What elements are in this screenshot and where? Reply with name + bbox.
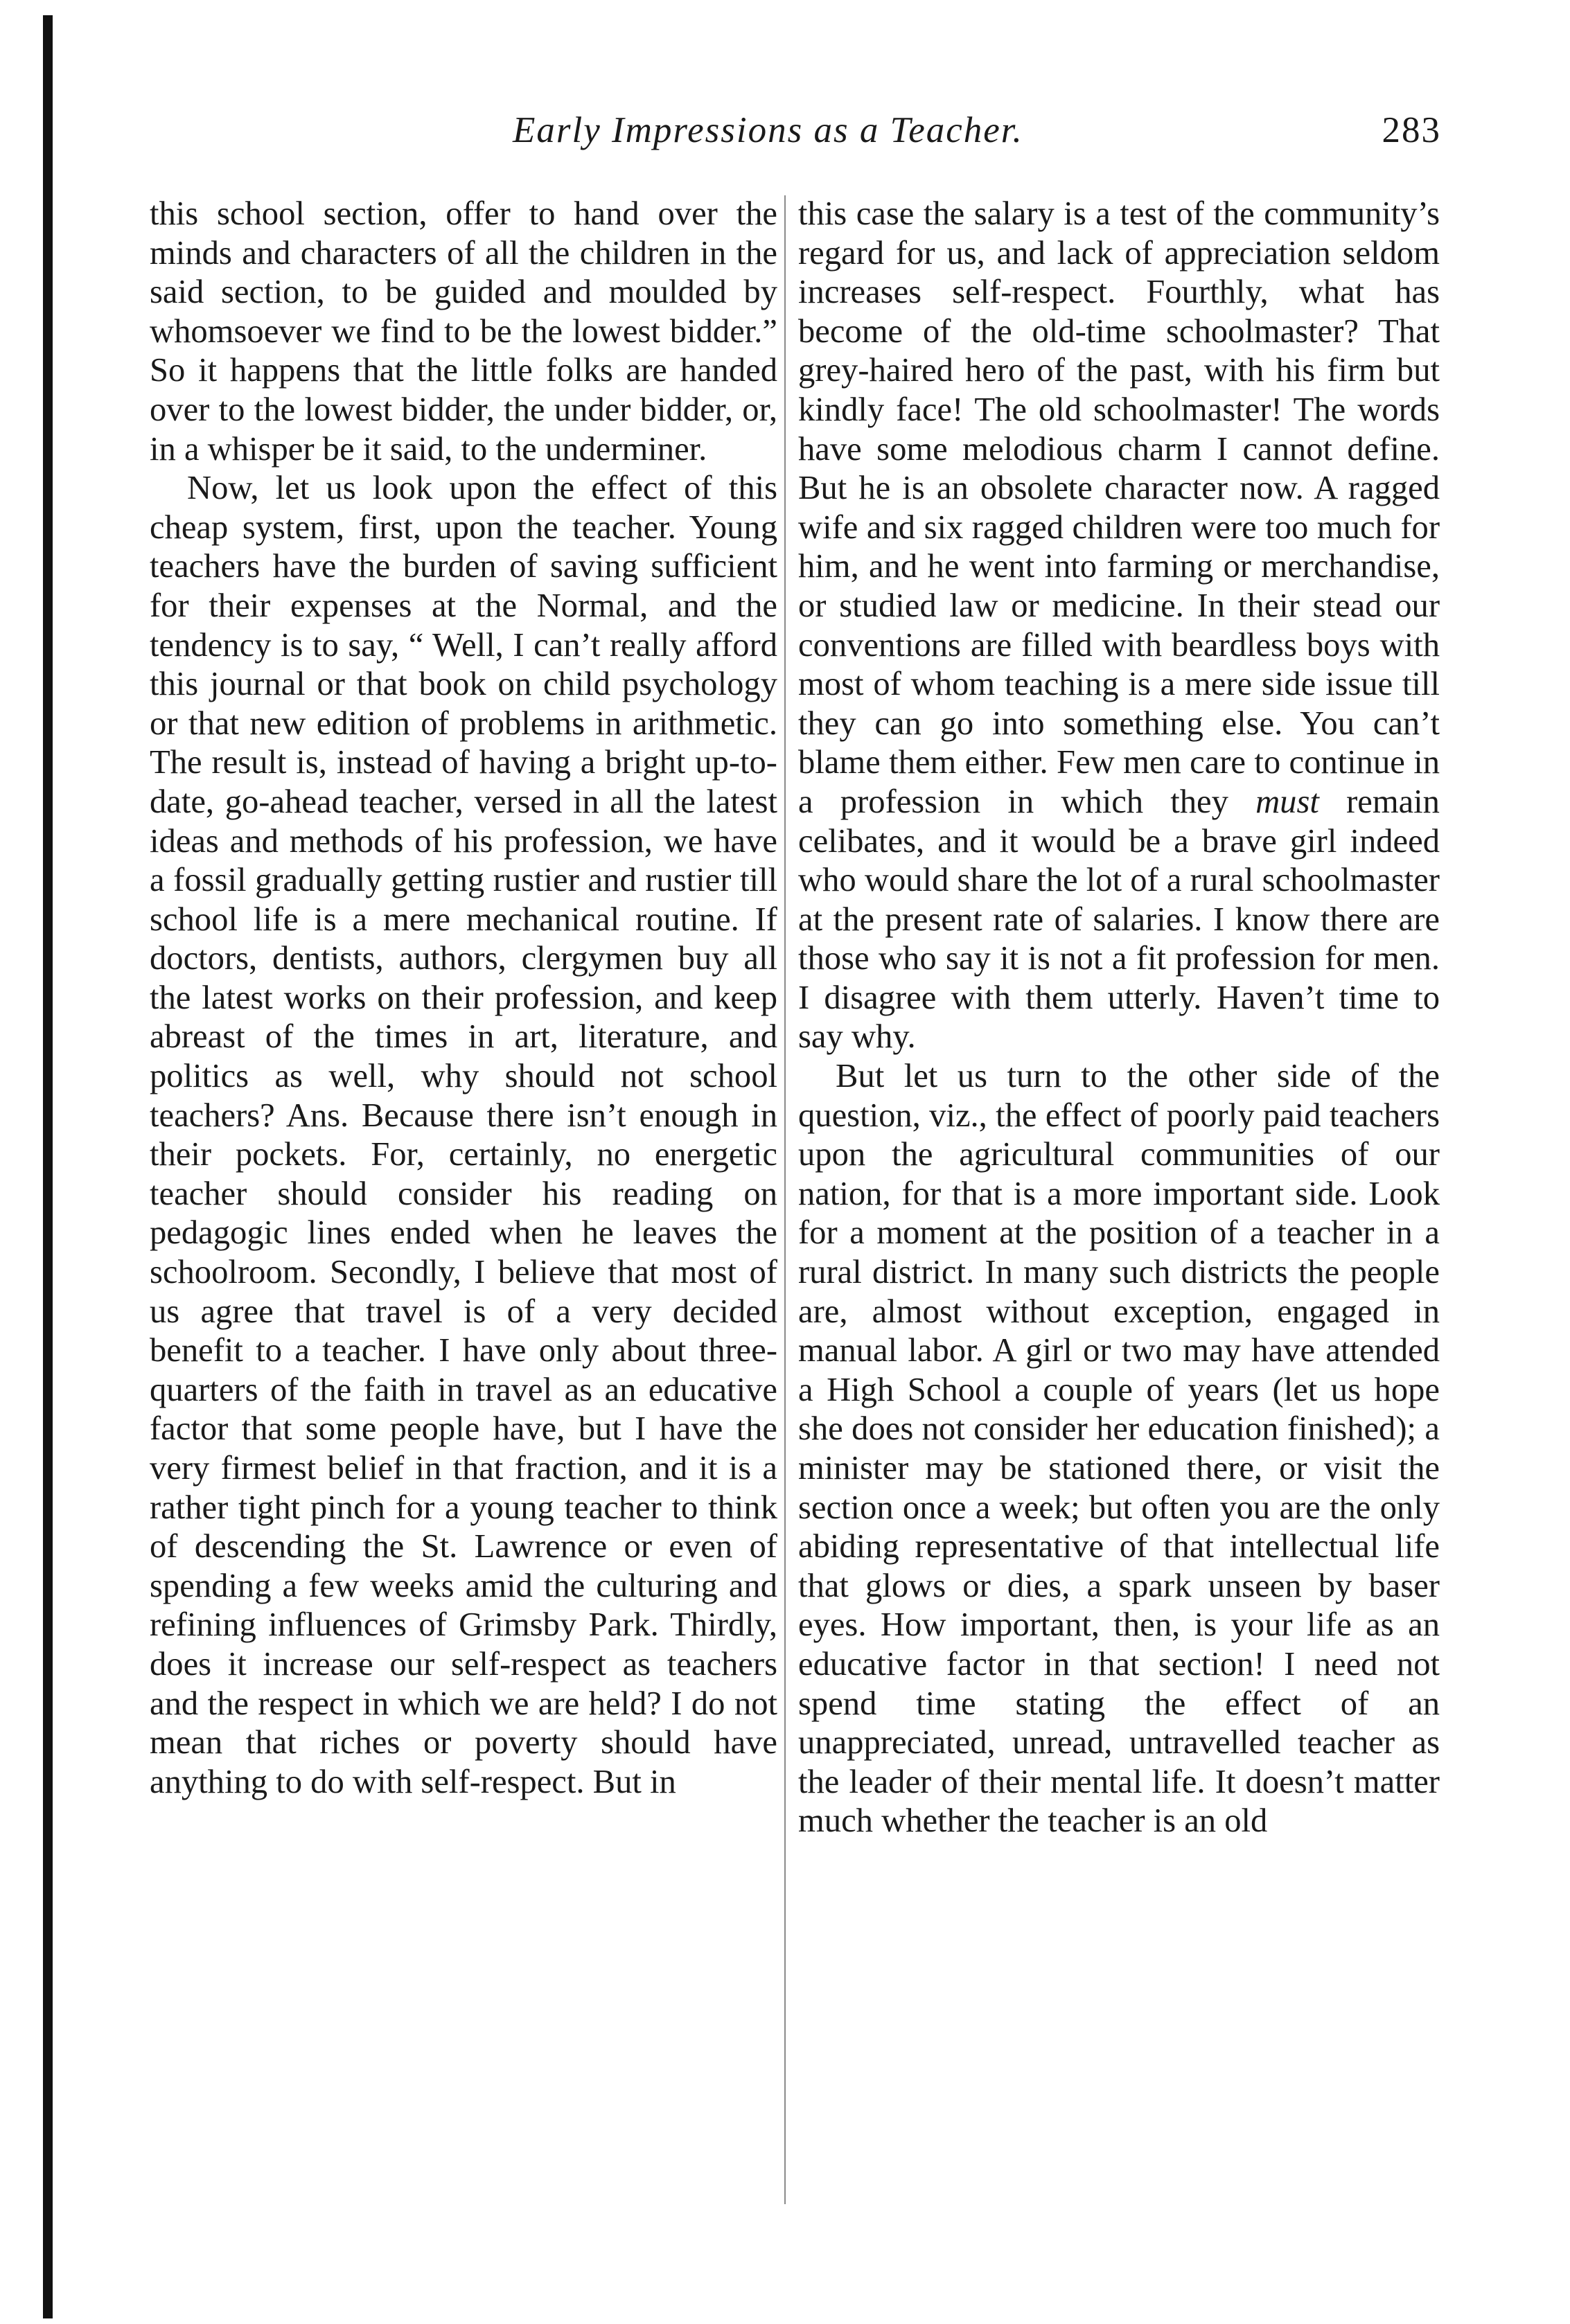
column-divider [784,195,786,2204]
page-header [513,109,1441,158]
left-column [150,194,777,2210]
page-number: 283 [1382,110,1441,150]
page-binding-edge [43,15,53,2318]
left-paragraph-2: Now, let us look upon the effect of this cheap system, first, upon the teacher. Young teachers have the burden of saving sufficient for their expenses at the Normal, and the tendency is to say, “ Well, I can’t really afford this journal or that book on child psychology or that new edition of problems in arithmetic. The result is, instead of having a bright up-to-date, go-ahead teacher, versed in all the latest ideas and methods of his profession, we have a fossil gradually getting rustier and rustier till school life is a mere mechanical routine. If doctors, dentists, authors, clergymen buy all the latest works on their profession, and keep abreast of the times in art, literature, and politics as well, why should not school teachers? Ans. Because there isn’t enough in their pockets. For, certainly, no energetic teacher should consider his reading on pedagogic lines ended when he leaves the schoolroom. Secondly, I believe that most of us agree that travel is of a very decided benefit to a teacher. I have only about three-quarters of the faith in travel as an educative factor that some people have, but I have the very firmest belief in that fraction, and it is a rather tight pinch for a young teacher to think of descending the St. Lawrence or even of spending a few weeks amid the culturing and refining influences of Grimsby Park. Thirdly, does it increase our self-respect as teachers and the respect in which we are held? I do not mean that riches or poverty should have anything to do with self-respect. But in [150,469,777,1800]
left-paragraph-1: this school section, offer to hand over the minds and characters of all the children in the said section, to be guided and moulded by whomsoever we find to be the lowest bidder.” So it happens that the little folks are handed over to the lowest bidder, the under bidder, or, in a whisper be it said, to the underminer. [150,195,777,468]
right-paragraph-2: But let us turn to the other side of the question, viz., the effect of poorly paid teachers upon the agricultural communities of our nation, for that is a more important side. Look for a moment at the position of a teacher in a rural district. In many such districts the people are, almost without exception, engaged in manual labor. A girl or two may have attended a High School a couple of years (let us hope she does not consider her education finished); a minister may be stationed there, or visit the section once a week; but often you are the only abiding representative of that intellectual life that glows or dies, a spark unseen by baser eyes. How important, then, is your life as an educative factor in that section! I need not spend time stating the effect of an unappreciated, unread, untravelled teacher as the leader of their mental life. It doesn’t matter much whether the teacher is an old [798,1057,1440,1840]
emphasis-must: must [1255,782,1319,820]
right-paragraph-1-text-a: this case the salary is a test of the community’s regard for us, and lack of appreciation seldom increases self-respect. Fourthly, what has become of the old-time schoolmaster? That grey-haired hero of the past, with his firm but kindly face! The old schoolmaster! The words have some melodious charm I cannot define. But he is an obsolete character now. A ragged wife and six ragged children were too much for him, and he went into farming or merchandise, or studied law or medicine. In their stead our conventions are filled with beardless boys with most of whom teaching is a mere side issue till they can go into something else. You can’t blame them either. Few men care to continue in a profession in which they [798,195,1440,820]
right-paragraph-1 [798,194,1440,1056]
running-title: Early Impressions as a Teacher. [513,110,1023,150]
right-paragraph-1-text-b: remain celibates, and it would be a brave girl indeed who would share the lot of a rural schoolmaster at the present rate of salaries. I know there are those who say it is not a fit profession for men. I disagree with them utterly. Haven’t time to say why. [798,782,1440,1056]
right-column [798,194,1440,2210]
